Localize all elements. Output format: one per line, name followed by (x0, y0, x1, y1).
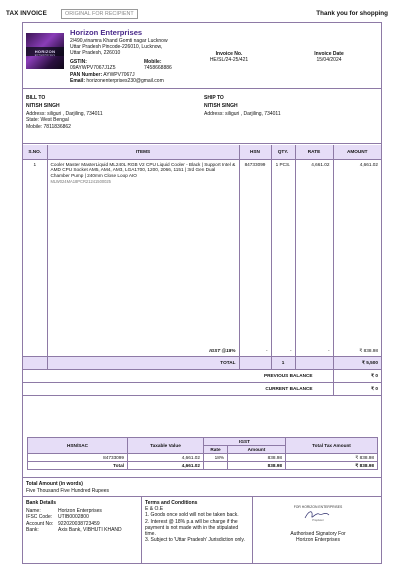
col-qty: QTY. (271, 145, 295, 159)
company-name: Horizon Enterprises (70, 28, 143, 37)
terms-and-conditions: Terms and Conditions E & O.E 1. Goods once sold will not be taken back. 2. Interest @ 18% p.a will be charge if the payment is not made with in the stipulated time. 3. Subject to 'Uttar Pradesh' Jurisdiction only. (141, 497, 253, 563)
ship-to-name: NITISH SINGH (204, 102, 238, 109)
ship-to: SHIP TO NITISH SINGH Address: siliguri , Darjiling, 734011 (204, 95, 374, 117)
invoice-number: Invoice No. HE/SL/24-25/421 (209, 51, 249, 64)
invoice-date: Invoice Date 15/04/2024 (314, 51, 344, 64)
footer-section (23, 497, 381, 563)
company-address-line: Uttar Pradesh Pincode-226010, Lucknow, (70, 43, 163, 50)
company-address-line: 2/490,vinamra Khand Gomti nagar Lucknow (70, 37, 168, 44)
mobile-value: 7458668886 (144, 65, 172, 72)
gstin-value: 09AYWPV7067J1Z5 (70, 65, 116, 72)
item-serial: MLW024MA18PCR21241500025 (50, 178, 111, 184)
table-row: 84733099 4,661.02 18% 838.98 ₹ 838.98 (28, 454, 378, 462)
document-title: TAX INVOICE (6, 10, 47, 17)
col-amount: AMOUNT (333, 145, 381, 159)
col-sno: S.NO. (23, 145, 47, 159)
table-row: 1 Cooler Master MasterLiquid ML240L RGB V2 CPU Liquid Cooler - Black | Support Intel & AMD CPU Socket AM5, AM4, AM3, LGA1700, 1200, 2066, 1151 | 3rd Gen Dual Chamber Pump | 240mm Close Loop AIO MLW024MA18PCR21241500025 84733099 1 PCS. 4,661.02 4,661.02 (23, 159, 381, 346)
col-hsn: HSN (239, 145, 271, 159)
col-items: ITEMS (47, 145, 239, 159)
signature-stamp: FOR HORIZON ENTERPRISES Proprietor (285, 505, 351, 525)
bank-details: Bank Details Name: Horizon Enterprises IFSC Code: UTIB0002800 Account No: 922020038723459 Bank: Axis Bank, VIBHUTI KHAND (26, 500, 122, 533)
current-balance-row: CURRENT BALANCE ₹ 0 (23, 382, 381, 395)
company-address-line: Uttar Pradesh, 226010 (70, 50, 121, 57)
hsn-summary-table: HSN/SAC Taxable Value IGST Total Tax Amount Rate Amount 84733099 4,661.02 18% 838.98 ₹ 838.98 Total 4,661.02 838.98 ₹ 838.98 (27, 437, 378, 470)
top-bar (6, 10, 394, 20)
items-table (23, 145, 381, 396)
bill-to-name: NITISH SINGH (26, 102, 60, 109)
item-description: Cooler Master MasterLiquid ML240L RGB V2 CPU Liquid Cooler - Black | Support Intel & AMD CPU Socket AM5, AM4, AM3, LGA1700, 1200, 2066, 1151 | 3rd Gen Dual Chamber Pump | 240mm Close Loop AIO (50, 161, 236, 179)
mobile-label: Mobile: (144, 58, 162, 65)
pan-row: PAN Number: AYWPV7067J (70, 71, 135, 78)
original-badge: ORIGINAL FOR RECIPIENT (61, 9, 138, 19)
col-rate: RATE (295, 145, 333, 159)
company-header (23, 23, 381, 89)
bill-to: BILL TO NITISH SINGH Address: siliguri , Darjiling, 734011 State: West Bengal Mobile: 7811836862 (26, 95, 196, 130)
gstin-label: GSTIN: (70, 58, 87, 65)
hsn-total-row: Total 4,661.02 838.98 ₹ 838.98 (28, 462, 378, 470)
invoice-sheet (22, 22, 382, 564)
parties-section (23, 90, 381, 144)
total-row: TOTAL 1 ₹ 5,500 (23, 356, 381, 369)
company-logo: HORIZON ENTERPRISES (26, 33, 64, 69)
authorised-signatory: FOR HORIZON ENTERPRISES Proprietor Authorised Signatory For Horizon Enterprises (255, 497, 381, 563)
thanks-note: Thank you for shopping (316, 10, 388, 17)
previous-balance-row: PREVIOUS BALANCE ₹ 0 (23, 369, 381, 382)
igst-row: IGST @18% - - - ₹ 838.98 (23, 346, 381, 356)
email-row: Email: horizonenterprises230@gmail.com (70, 78, 164, 85)
amount-in-words: Total Amount (in words) Five Thousand Five Hundred Rupees (23, 477, 381, 497)
